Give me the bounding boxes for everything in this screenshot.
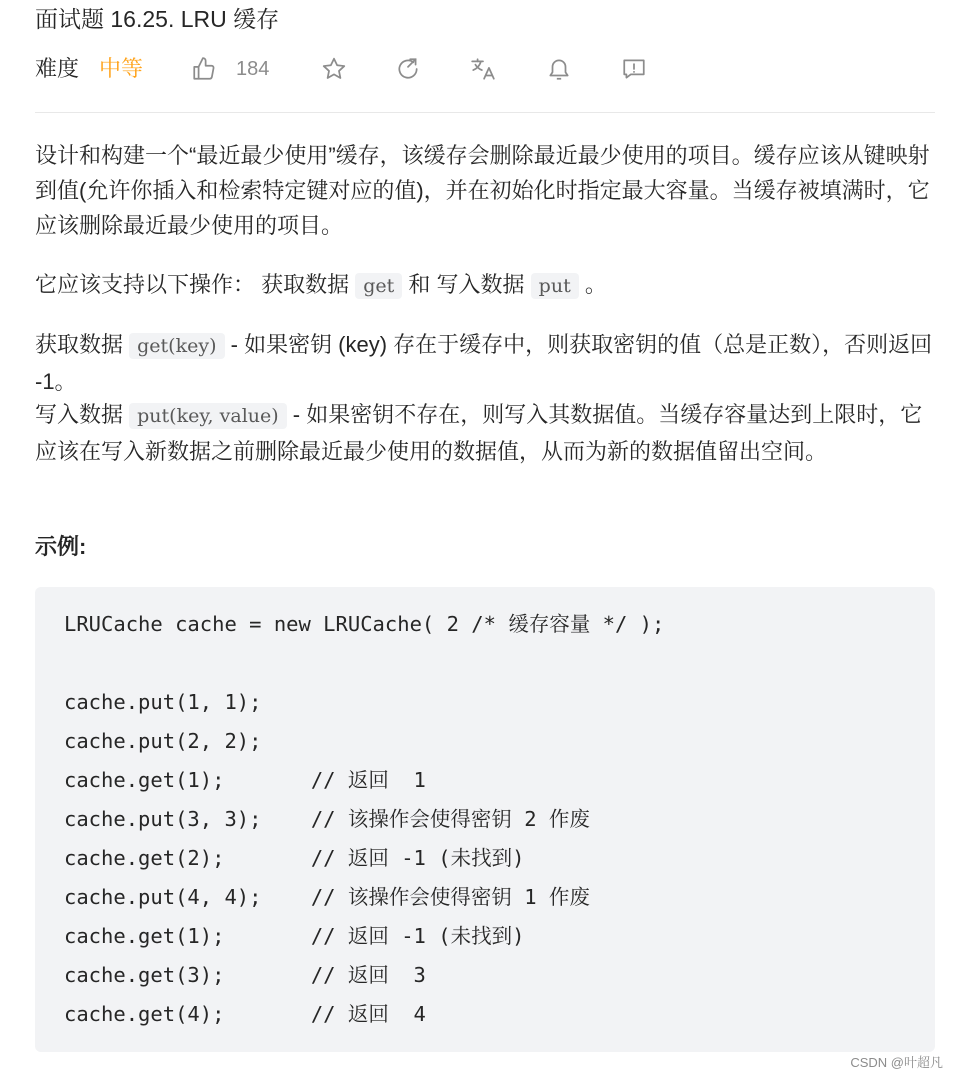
example-code-block [35,587,935,1052]
difficulty-label: 难度 [35,56,80,81]
inline-code-get: get [355,273,402,299]
like-count: 184 [236,58,270,80]
watermark: CSDN @叶超凡 [850,1055,943,1070]
get-description [35,327,935,399]
code-line: LRUCache cache = new LRUCache( 2 /* 缓存容量 */ ); [64,612,665,636]
inline-code-get-key: get(key) [129,333,224,359]
example-title: 示例: [35,534,87,559]
operations-line [35,267,935,304]
star-icon[interactable] [321,56,347,82]
ops-suffix: 。 [584,272,607,297]
code-line: cache.put(4, 4); // 该操作会使得密钥 1 作废 [64,885,590,909]
ops-middle: 和 写入数据 [408,272,525,297]
bell-icon[interactable] [546,56,572,82]
description-intro: 设计和构建一个“最近最少使用”缓存，该缓存会删除最近最少使用的项目。缓存应该从键映射到值(允许你插入和检索特定键对应的值)，并在初始化时指定最大容量。当缓存被填满时，它应该删除最近最少使用的项目。 [35,143,930,238]
put-label: 写入数据 [35,402,124,427]
thumbs-up-icon[interactable] [191,56,217,82]
code-line: cache.get(1); // 返回 1 [64,768,426,792]
problem-title: 面试题 16.25. LRU 缓存 [35,6,280,32]
code-line: cache.put(1, 1); [64,690,262,714]
code-line: cache.get(4); // 返回 4 [64,1002,426,1026]
inline-code-put: put [531,273,579,299]
feedback-icon[interactable] [621,56,647,82]
translate-icon[interactable] [470,56,496,82]
put-description [35,397,935,469]
ops-prefix: 它应该支持以下操作： 获取数据 [35,272,350,297]
code-line: cache.put(2, 2); [64,729,262,753]
header-divider [35,112,935,113]
code-line: cache.get(1); // 返回 -1 (未找到) [64,924,525,948]
code-line [64,644,935,683]
put-desc: - 如果密钥不存在，则写入其数据值。当缓存容量达到上限时，它应该在写入新数据之前删除最近最少使用的数据值，从而为新的数据值留出空间。 [35,402,923,464]
code-line: cache.get(2); // 返回 -1 (未找到) [64,846,525,870]
difficulty-badge: 中等 [99,56,144,81]
problem-meta-bar [35,52,935,86]
get-label: 获取数据 [35,332,124,357]
code-line: cache.put(3, 3); // 该操作会使得密钥 2 作废 [64,807,590,831]
code-line: cache.get(3); // 返回 3 [64,963,426,987]
inline-code-put-key-value: put(key, value) [129,403,287,429]
get-desc: - 如果密钥 (key) 存在于缓存中，则获取密钥的值（总是正数），否则返回 -1。 [35,332,933,394]
share-icon[interactable] [395,56,421,82]
